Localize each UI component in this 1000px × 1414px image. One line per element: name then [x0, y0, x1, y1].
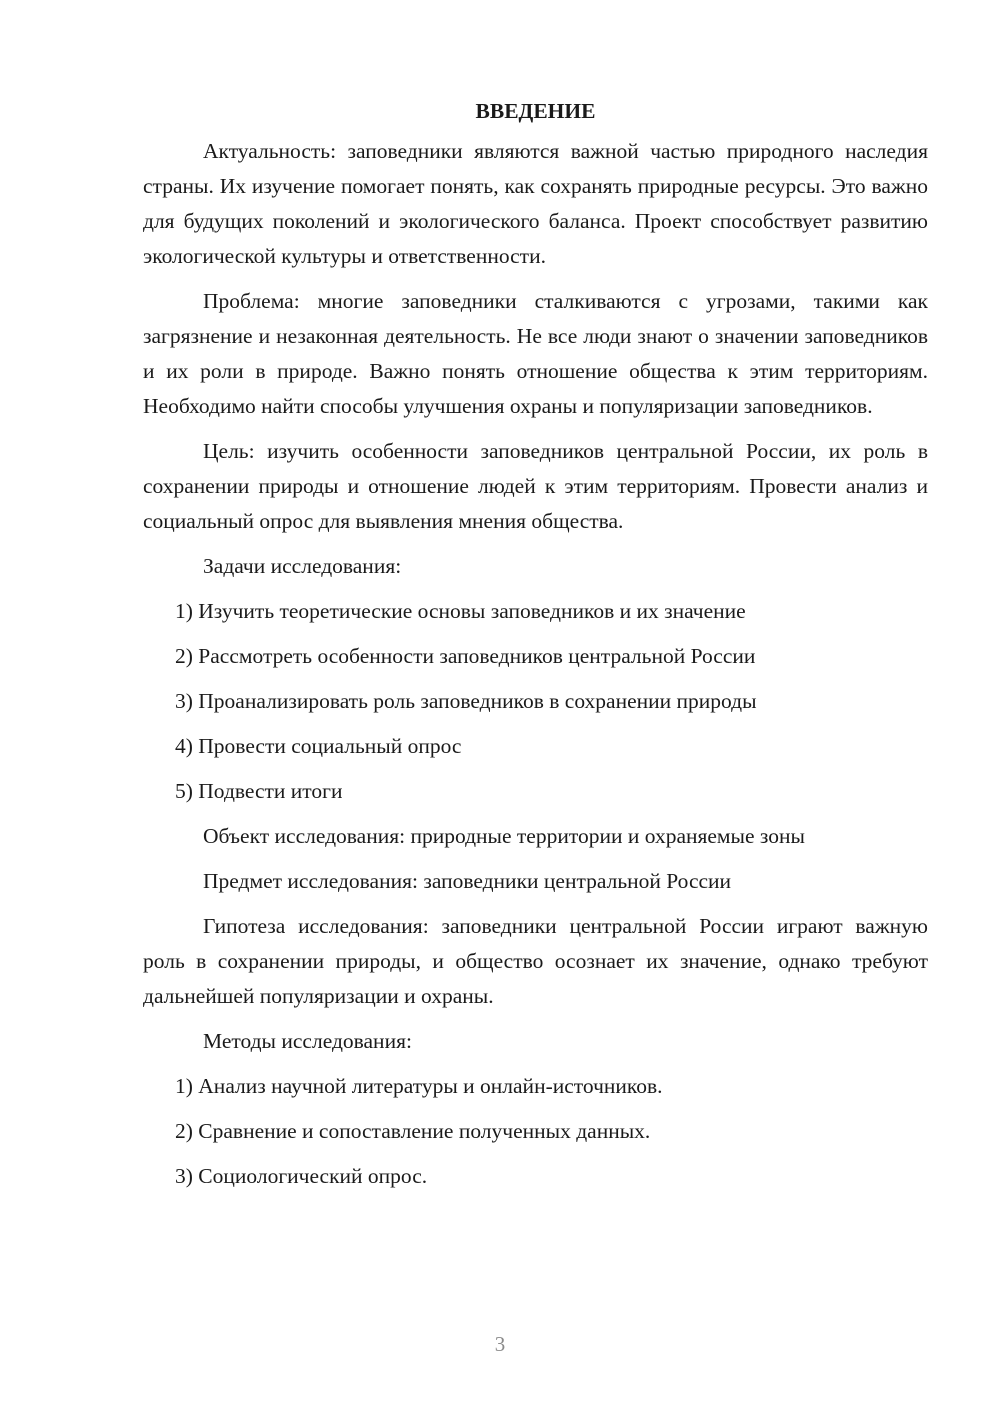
method-item: 3) Социологический опрос.	[175, 1164, 428, 1188]
problem-paragraph: Проблема: многие заповедники сталкиваются с угрозами, такими как загрязнение и незаконная деятельность. Не все люди знают о значении заповедников и их роли в природе. Важно понять отношение общества к этим территориям. Необходимо найти способы улучшения охраны и популяризации заповедников.	[143, 289, 928, 418]
research-object: Объект исследования: природные территории и охраняемые зоны	[203, 824, 805, 848]
tasks-heading: Задачи исследования:	[203, 554, 402, 578]
method-item: 2) Сравнение и сопоставление полученных данных.	[175, 1119, 651, 1143]
task-item: 3) Проанализировать роль заповедников в сохранении природы	[175, 689, 757, 713]
relevance-paragraph: Актуальность: заповедники являются важной частью природного наследия страны. Их изучение помогает понять, как сохранять природные ресурсы. Это важно для будущих поколений и экологического баланса. Проект способствует развитию экологической культуры и ответственности.	[143, 139, 928, 268]
research-subject: Предмет исследования: заповедники центральной России	[203, 869, 732, 893]
document-page	[143, 96, 928, 1204]
page-title: ВВЕДЕНИЕ	[475, 99, 596, 123]
methods-heading: Методы исследования:	[203, 1029, 412, 1053]
goal-paragraph: Цель: изучить особенности заповедников центральной России, их роль в сохранении природы и отношение людей к этим территориям. Провести анализ и социальный опрос для выявления мнения общества.	[143, 439, 928, 533]
task-item: 2) Рассмотреть особенности заповедников центральной России	[175, 644, 756, 668]
page-number: 3	[494, 1332, 506, 1356]
task-item: 5) Подвести итоги	[175, 779, 343, 803]
task-item: 1) Изучить теоретические основы заповедников и их значение	[175, 599, 746, 623]
method-item: 1) Анализ научной литературы и онлайн-источников.	[175, 1074, 663, 1098]
hypothesis-paragraph: Гипотеза исследования: заповедники центральной России играют важную роль в сохранении природы, и общество осознает их значение, однако требуют дальнейшей популяризации и охраны.	[143, 914, 928, 1008]
task-item: 4) Провести социальный опрос	[175, 734, 462, 758]
